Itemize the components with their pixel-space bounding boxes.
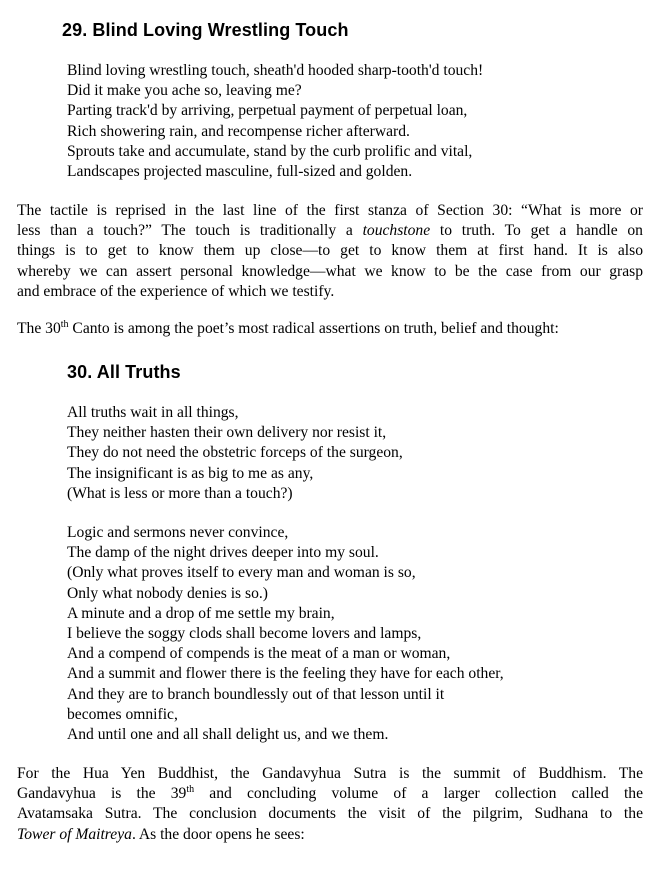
poem-section-30-stanza-2: [67, 523, 504, 745]
paragraph-line: less than a touch?” The touch is traditionally a touchstone to truth. To get a handle on: [17, 222, 643, 240]
poem-line: The insignificant is as big to me as any,: [67, 464, 314, 482]
poem-line: (What is less or more than a touch?): [67, 484, 293, 502]
emphasis-touchstone: touchstone: [362, 222, 431, 240]
paragraph-line: Tower of Maitreya. As the door opens he sees:: [17, 825, 305, 843]
poem-line: And a summit and flower there is the feeling they have for each other,: [67, 665, 504, 683]
section-30-heading: 30. All Truths: [67, 362, 181, 382]
poem-line: I believe the soggy clods shall become lovers and lamps,: [67, 625, 422, 643]
poem-line: And they are to branch boundlessly out of that lesson until it: [67, 685, 445, 703]
paragraph-line: For the Hua Yen Buddhist, the Gandavyhua Sutra is the summit of Buddhism. The: [17, 765, 643, 782]
poem-line: Sprouts take and accumulate, stand by the curb prolific and vital,: [67, 142, 473, 160]
poem-line: All truths wait in all things,: [67, 404, 239, 421]
emphasis-tower-of-maitreya: Tower of Maitreya: [17, 825, 132, 843]
paragraph-line: and embrace of the experience of which we testify.: [17, 282, 335, 300]
poem-line: Rich showering rain, and recompense richer afterward.: [67, 122, 410, 140]
poem-section-29: [67, 61, 483, 182]
paragraph-line: things is to get to know them up close—to get to know them at first hand. It is also: [17, 242, 643, 260]
poem-line: Blind loving wrestling touch, sheath'd hooded sharp-tooth'd touch!: [67, 62, 484, 79]
superscript-th: th: [186, 784, 195, 796]
poem-line: And until one and all shall delight us, and we them.: [67, 726, 389, 744]
paragraph-gandavyhua: [17, 764, 643, 845]
paragraph-line: The tactile is reprised in the last line of the first stanza of Section 30: “What is more or: [17, 202, 643, 219]
paragraph-line: whereby we can assert personal knowledge—what we know to be the case from our grasp: [17, 262, 643, 280]
superscript-th: th: [60, 319, 69, 330]
paragraph-tactile: [17, 201, 643, 302]
poem-line: (Only what proves itself to every man and woman is so,: [67, 564, 416, 582]
poem-line: The damp of the night drives deeper into my soul.: [67, 544, 379, 562]
paragraph-line: Avatamsaka Sutra. The conclusion documents the visit of the pilgrim, Sudhana to the: [17, 805, 643, 823]
poem-line: And a compend of compends is the meat of a man or woman,: [67, 645, 451, 663]
paragraph-30th-canto: The 30th Canto is among the poet’s most radical assertions on truth, belief and thought:: [17, 319, 559, 337]
paragraph-line: Gandavyhua is the 39th and concluding volume of a larger collection called the: [17, 784, 643, 803]
poem-line: They do not need the obstetric forceps of the surgeon,: [67, 444, 403, 462]
poem-line: They neither hasten their own delivery nor resist it,: [67, 424, 387, 442]
poem-line: becomes omnific,: [67, 705, 178, 723]
poem-section-30-stanza-1: [67, 403, 403, 504]
poem-line: Parting track'd by arriving, perpetual payment of perpetual loan,: [67, 102, 468, 120]
poem-line: A minute and a drop of me settle my brain,: [67, 604, 335, 622]
poem-line: Logic and sermons never convince,: [67, 524, 289, 541]
poem-line: Only what nobody denies is so.): [67, 584, 268, 602]
poem-line: Landscapes projected masculine, full-sized and golden.: [67, 163, 413, 181]
poem-line: Did it make you ache so, leaving me?: [67, 82, 302, 100]
section-29-heading: 29. Blind Loving Wrestling Touch: [62, 20, 349, 40]
